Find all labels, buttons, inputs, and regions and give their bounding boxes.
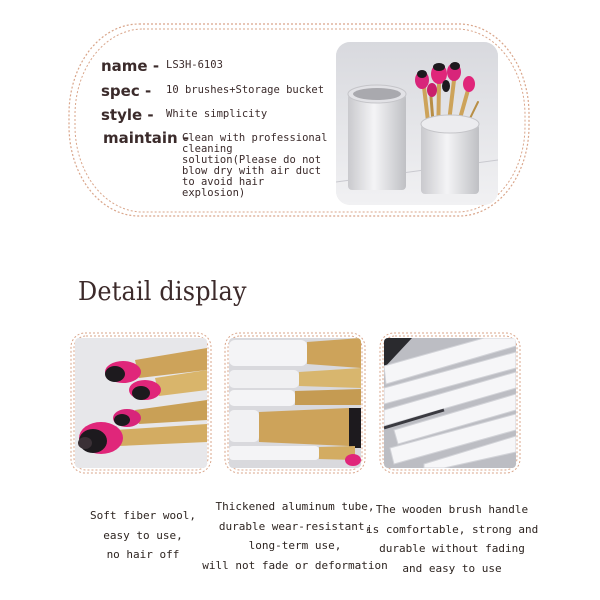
caption-line: The wooden brush handle [375,503,529,516]
caption-bristles [87,506,199,565]
spec-value-name: LS3H-6103 [166,59,223,71]
caption-line: durable wear-resistant, [218,519,372,533]
spec-value-style: White simplicity [166,108,268,120]
caption-line: long-term use, [248,539,342,552]
caption-line: easy to use, [103,528,183,542]
detail-card-handles [379,332,521,474]
spec-label-style: style - [101,106,154,124]
detail-photo-handles [384,338,516,468]
caption-tubes [200,497,390,575]
caption-line: and easy to use [402,561,502,575]
spec-label-spec: spec - [101,82,152,100]
spec-card [66,20,534,220]
caption-line: will not fade or deformation [202,558,388,572]
detail-photo-bristles [75,338,207,468]
spec-value-spec: 10 brushes+Storage bucket [166,84,325,96]
caption-handles [366,500,538,578]
caption-line: Thickened aluminum tube, [215,500,375,513]
spec-value-maintain: Clean with professional cleaning solution(Please do not blow dry with air duct to avoid hair explosion) [182,132,328,199]
spec-label-name: name - [101,57,160,75]
caption-line: Soft fiber wool, [90,509,196,522]
spec-label-maintain: maintain - [103,129,190,147]
section-title: Detail display [78,277,247,307]
caption-line: durable without fading [379,542,525,555]
detail-card-tubes [224,332,366,474]
detail-card-bristles [70,332,212,474]
caption-line: is comfortable, strong and [366,522,539,536]
detail-photo-tubes [229,338,361,468]
caption-line: no hair off [106,548,180,561]
product-photo [336,42,498,205]
